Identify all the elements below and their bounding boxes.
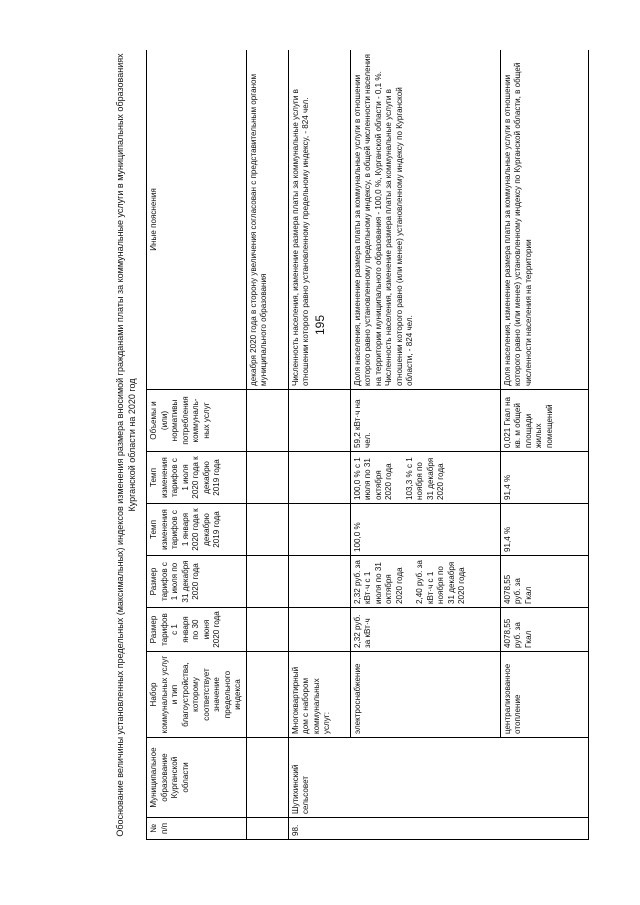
electricity-tariff-h1: 2,32 руб. за кВт·ч [350, 608, 500, 652]
electricity-tariff-h2-period-a: 2,32 руб. за кВт·ч с 1 июля по 31 октября 2020 года [352, 560, 404, 604]
electricity-rate-jul-period-a: 100,0 % с 1 июля по 31 октября 2020 года [352, 457, 393, 500]
page-number: 195 [313, 314, 327, 336]
heating-volume: 0,021 Гкал на кв. м общей площади жилых помещений [500, 390, 588, 452]
heating-rate-jul: 91,4 % [500, 452, 588, 504]
cell-empty [288, 556, 350, 608]
header-notes: Иные пояснения [147, 50, 247, 390]
header-volume: Объемы и (или) нормативы потребления коммуналь-ных услуг [147, 390, 247, 452]
heating-tariff-h2: 4078,55 руб. за Гкал [500, 556, 588, 608]
electricity-rate-jul [350, 452, 500, 504]
row-number: 98. [288, 818, 588, 840]
electricity-tariff-h2-period-b: 2,40 руб. за кВт·ч с 1 ноября по 31 декабря 2020 года [415, 560, 466, 604]
table-row-continuation [246, 50, 288, 840]
electricity-tariff-h2 [350, 556, 500, 608]
header-rate-jan: Темп изменения тарифов с 1 января 2020 года к декабрю 2019 года [147, 504, 247, 556]
header-services: Набор коммунальных услуг и тип благоустройства, которому соответствует значение предельного индекса [147, 652, 247, 738]
group-label: Многоквартирный дом с набором коммунальных услуг: [288, 652, 350, 738]
cell-empty [246, 504, 288, 556]
cell-empty [288, 608, 350, 652]
cell-empty [246, 390, 288, 452]
rotated-page-region [110, 50, 590, 840]
electricity-note-population: Численность населения, изменение размера платы за коммунальные услуги в отношении которого равно (или менее) установленному индексу по Курганской области, - 824 чел. [384, 87, 414, 386]
cell-empty [246, 818, 288, 840]
service-electricity: электроснабжение [350, 652, 500, 738]
table-row-group [288, 50, 350, 840]
header-row [147, 50, 247, 840]
header-municipality: Муниципальное образование Курганской области [147, 738, 247, 818]
cell-empty [288, 504, 350, 556]
cell-empty [246, 452, 288, 504]
rotated-content [110, 50, 590, 840]
table-row-heating [500, 50, 588, 840]
municipality-name: Шутихинский сельсовет [288, 738, 588, 818]
header-tariff-h1: Размер тарифов с 1 января по 30 июня 2020 года [147, 608, 247, 652]
continuation-note: декабря 2020 года в сторону увеличения согласован с представительным органом муниципального образования [246, 50, 288, 390]
header-rate-jul: Темп изменения тарифов с 1 июля 2020 года к декабрю 2019 года [147, 452, 247, 504]
document-title: Обоснование величины установленных предельных (максимальных) индексов изменения размера вносимой гражданами платы за коммунальные услуги в муниципальных образованиях Курганской области на 2020 год [115, 53, 137, 837]
group-note: Численность населения, изменение размера платы за коммунальные услуги в отношении которого равно установленному предельному индексу, - 824 чел. [288, 50, 350, 390]
cell-empty [246, 652, 288, 738]
header-number: № п/п [147, 818, 247, 840]
cell-empty [246, 738, 288, 818]
header-tariff-h2: Размер тарифов с 1 июля по 31 декабря 2020 года [147, 556, 247, 608]
cell-empty [246, 556, 288, 608]
heating-tariff-h1: 4078,55 руб. за Гкал [500, 608, 588, 652]
electricity-notes [350, 50, 500, 390]
cell-empty [288, 390, 350, 452]
electricity-rate-jul-period-b: 103,3 % с 1 ноября по 31 декабря 2020 года [404, 457, 445, 500]
electricity-volume: 59,2 кВт·ч на чел. [350, 390, 500, 452]
heating-rate-jan: 91,4 % [500, 504, 588, 556]
cell-empty [246, 608, 288, 652]
electricity-note-share: Доля населения, изменение размера платы за коммунальные услуги в отношении которого равно установленному предельному индексу, в общей численности населения на территории муниципального образования - 100,0 %, Курганской области - 0,1 %. [352, 54, 383, 386]
electricity-rate-jan: 100,0 % [350, 504, 500, 556]
tariff-table [146, 50, 589, 840]
service-heating: централизованное отопление [500, 652, 588, 738]
cell-empty [288, 452, 350, 504]
table-row-electricity [350, 50, 500, 840]
heating-note: Доля населения, изменение размера платы за коммунальные услуги в отношении которого равно (или менее) установленному индексу по Курганской области, в общей численности населения на территории [500, 50, 588, 390]
